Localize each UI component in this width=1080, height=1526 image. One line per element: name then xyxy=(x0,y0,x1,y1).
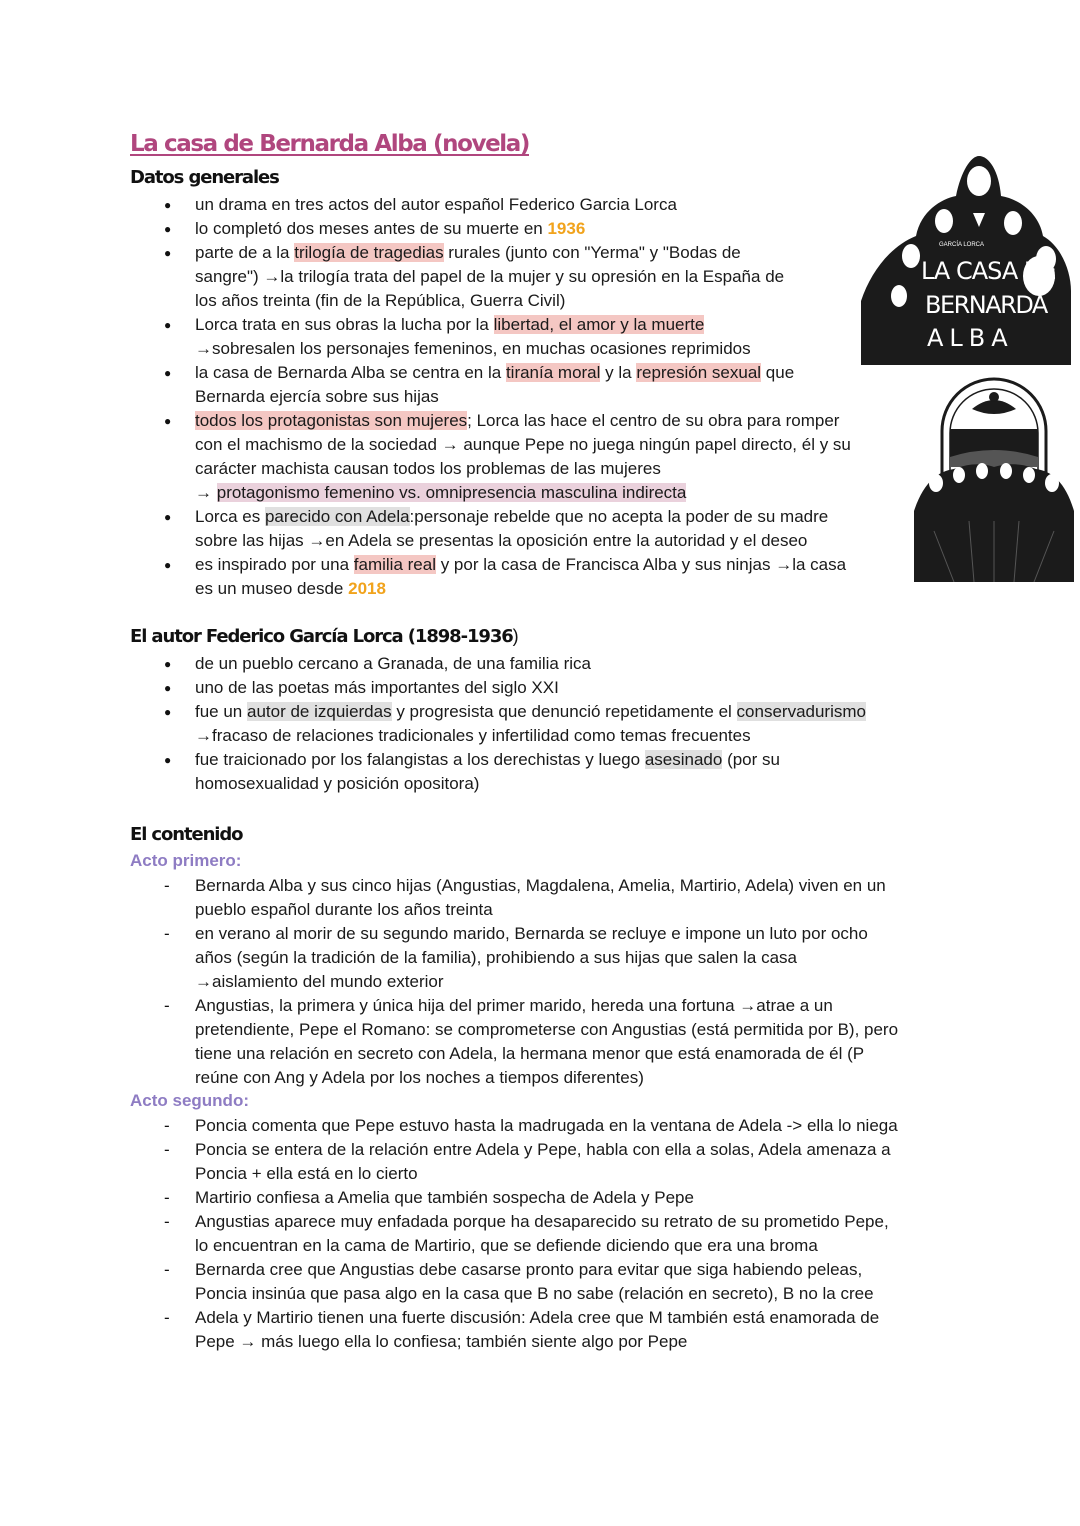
highlight: represión sexual xyxy=(636,363,762,382)
list-item: ● Lorca trata en sus obras la lucha por la libertad, el amor y la muerte →sobresalen los personajes femeninos, en muchas ocasiones reprimidos xyxy=(0,313,851,361)
highlight: todos los protagonistas son mujeres xyxy=(195,411,468,430)
list-item: ● de un pueblo cercano a Granada, de una familia rica xyxy=(0,652,866,676)
highlight: trilogía de tragedias xyxy=(294,243,444,262)
heading-contenido: El contenido xyxy=(130,824,243,845)
acto-primero-list xyxy=(0,874,898,1090)
poster1-line2: BERNARDA xyxy=(925,291,1047,319)
poster1-line1: LA CASA DE xyxy=(921,257,1056,285)
autor-list xyxy=(0,652,866,796)
heading-datos-generales: Datos generales xyxy=(130,167,279,188)
list-item: - Angustias, la primera y única hija del primer marido, hereda una fortuna →atrae a un pretendiente, Pepe el Romano: se comprometerse con Angustias (está permitida por B), pero tiene una relación en secreto con Adela, la hermana menor que está enamorada de él (P reúne con Ang y Adela por los noches a tiempos diferentes) xyxy=(0,994,898,1090)
list-item: - Martirio confiesa a Amelia que también sospecha de Adela y Pepe xyxy=(0,1186,898,1210)
list-item: ● todos los protagonistas son mujeres; Lorca las hace el centro de su obra para romper con el machismo de la sociedad → aunque Pepe no juega ningún papel directo, él y su carácter machista causan todos los problemas de las mujeres → protagonismo femenino vs. omnipresencia masculina indirecta xyxy=(0,409,851,505)
acto-segundo-list xyxy=(0,1114,898,1354)
poster1-line3: ALBA xyxy=(927,324,1014,352)
datos-list xyxy=(0,193,851,601)
document-title: La casa de Bernarda Alba (novela) xyxy=(130,131,529,157)
poster-la-casa-de-bernarda-alba xyxy=(861,151,1071,365)
list-item: ● uno de las poetas más importantes del siglo XXI xyxy=(0,676,866,700)
year-2018: 2018 xyxy=(348,579,386,598)
highlight: familia real xyxy=(353,555,436,574)
highlight: tiranía moral xyxy=(505,363,601,382)
heading-autor: El autor Federico García Lorca (1898-1936) xyxy=(130,626,519,647)
list-item: ● Lorca es parecido con Adela:personaje rebelde que no acepta la poder de su madre sobre las hijas →en Adela se presentas la oposición entre la autoridad y el deseo xyxy=(0,505,851,553)
list-item: ● fue traicionado por los falangistas a los derechistas y luego asesinado (por su homosexualidad y posición opositora) xyxy=(0,748,866,796)
highlight: conservadurismo xyxy=(736,702,866,721)
heading-acto-segundo: Acto segundo: xyxy=(130,1091,249,1110)
list-item: - Bernarda Alba y sus cinco hijas (Angustias, Magdalena, Amelia, Martirio, Adela) viven en un pueblo español durante los años treinta xyxy=(0,874,898,922)
list-item: ● la casa de Bernarda Alba se centra en la tiranía moral y la represión sexual que Bernarda ejercía sobre sus hijas xyxy=(0,361,851,409)
poster1-author: GARCÍA LORCA xyxy=(939,242,985,248)
list-item: - Bernarda cree que Angustias debe casarse pronto para evitar que siga habiendo peleas, Poncia insinúa que pasa algo en la casa que B no sabe (relación en secreto), B no la cree xyxy=(0,1258,898,1306)
highlight: protagonismo femenino vs. omnipresencia masculina indirecta xyxy=(216,483,687,502)
highlight: asesinado xyxy=(644,750,723,769)
list-item: - Poncia se entera de la relación entre Adela y Pepe, habla con ella a solas, Adela amenaza a Poncia + ella está en lo cierto xyxy=(0,1138,898,1186)
list-item: ● parte de a la trilogía de tragedias rurales (junto con "Yerma" y "Bodas de sangre") →la trilogía trata del papel de la mujer y su opresión en la España de los años treinta (fin de la República, Guerra Civil) xyxy=(0,241,851,313)
highlight: parecido con Adela xyxy=(264,507,410,526)
highlight: libertad, el amor y la muerte xyxy=(493,315,705,334)
year-1936: 1936 xyxy=(547,219,586,238)
list-item: - Poncia comenta que Pepe estuvo hasta la madrugada en la ventana de Adela -> ella lo niega xyxy=(0,1114,898,1138)
highlight: autor de izquierdas xyxy=(247,702,392,721)
list-item: - en verano al morir de su segundo marido, Bernarda se recluye e impone un luto por ocho años (según la tradición de la familia), prohibiendo a sus hijas que salen la casa →aislamiento del mundo exterior xyxy=(0,922,898,994)
list-item: ● lo completó dos meses antes de su muerte en 1936 xyxy=(0,217,851,241)
poster-illustration-arch xyxy=(914,371,1074,582)
list-item: - Angustias aparece muy enfadada porque ha desaparecido su retrato de su prometido Pepe, lo encuentran en la cama de Martirio, que se defiende diciendo que era una broma xyxy=(0,1210,898,1258)
list-item: ● un drama en tres actos del autor español Federico Garcia Lorca xyxy=(0,193,851,217)
list-item: ● fue un autor de izquierdas y progresista que denunció repetidamente el conservadurismo →fracaso de relaciones tradicionales y infertilidad como temas frecuentes xyxy=(0,700,866,748)
list-item: ● es inspirado por una familia real y por la casa de Francisca Alba y sus ninjas →la casa es un museo desde 2018 xyxy=(0,553,851,601)
heading-acto-primero: Acto primero: xyxy=(130,851,242,870)
list-item: - Adela y Martirio tienen una fuerte discusión: Adela cree que M también está enamorada de Pepe → más luego ella lo confiesa; también siente algo por Pepe xyxy=(0,1306,898,1354)
